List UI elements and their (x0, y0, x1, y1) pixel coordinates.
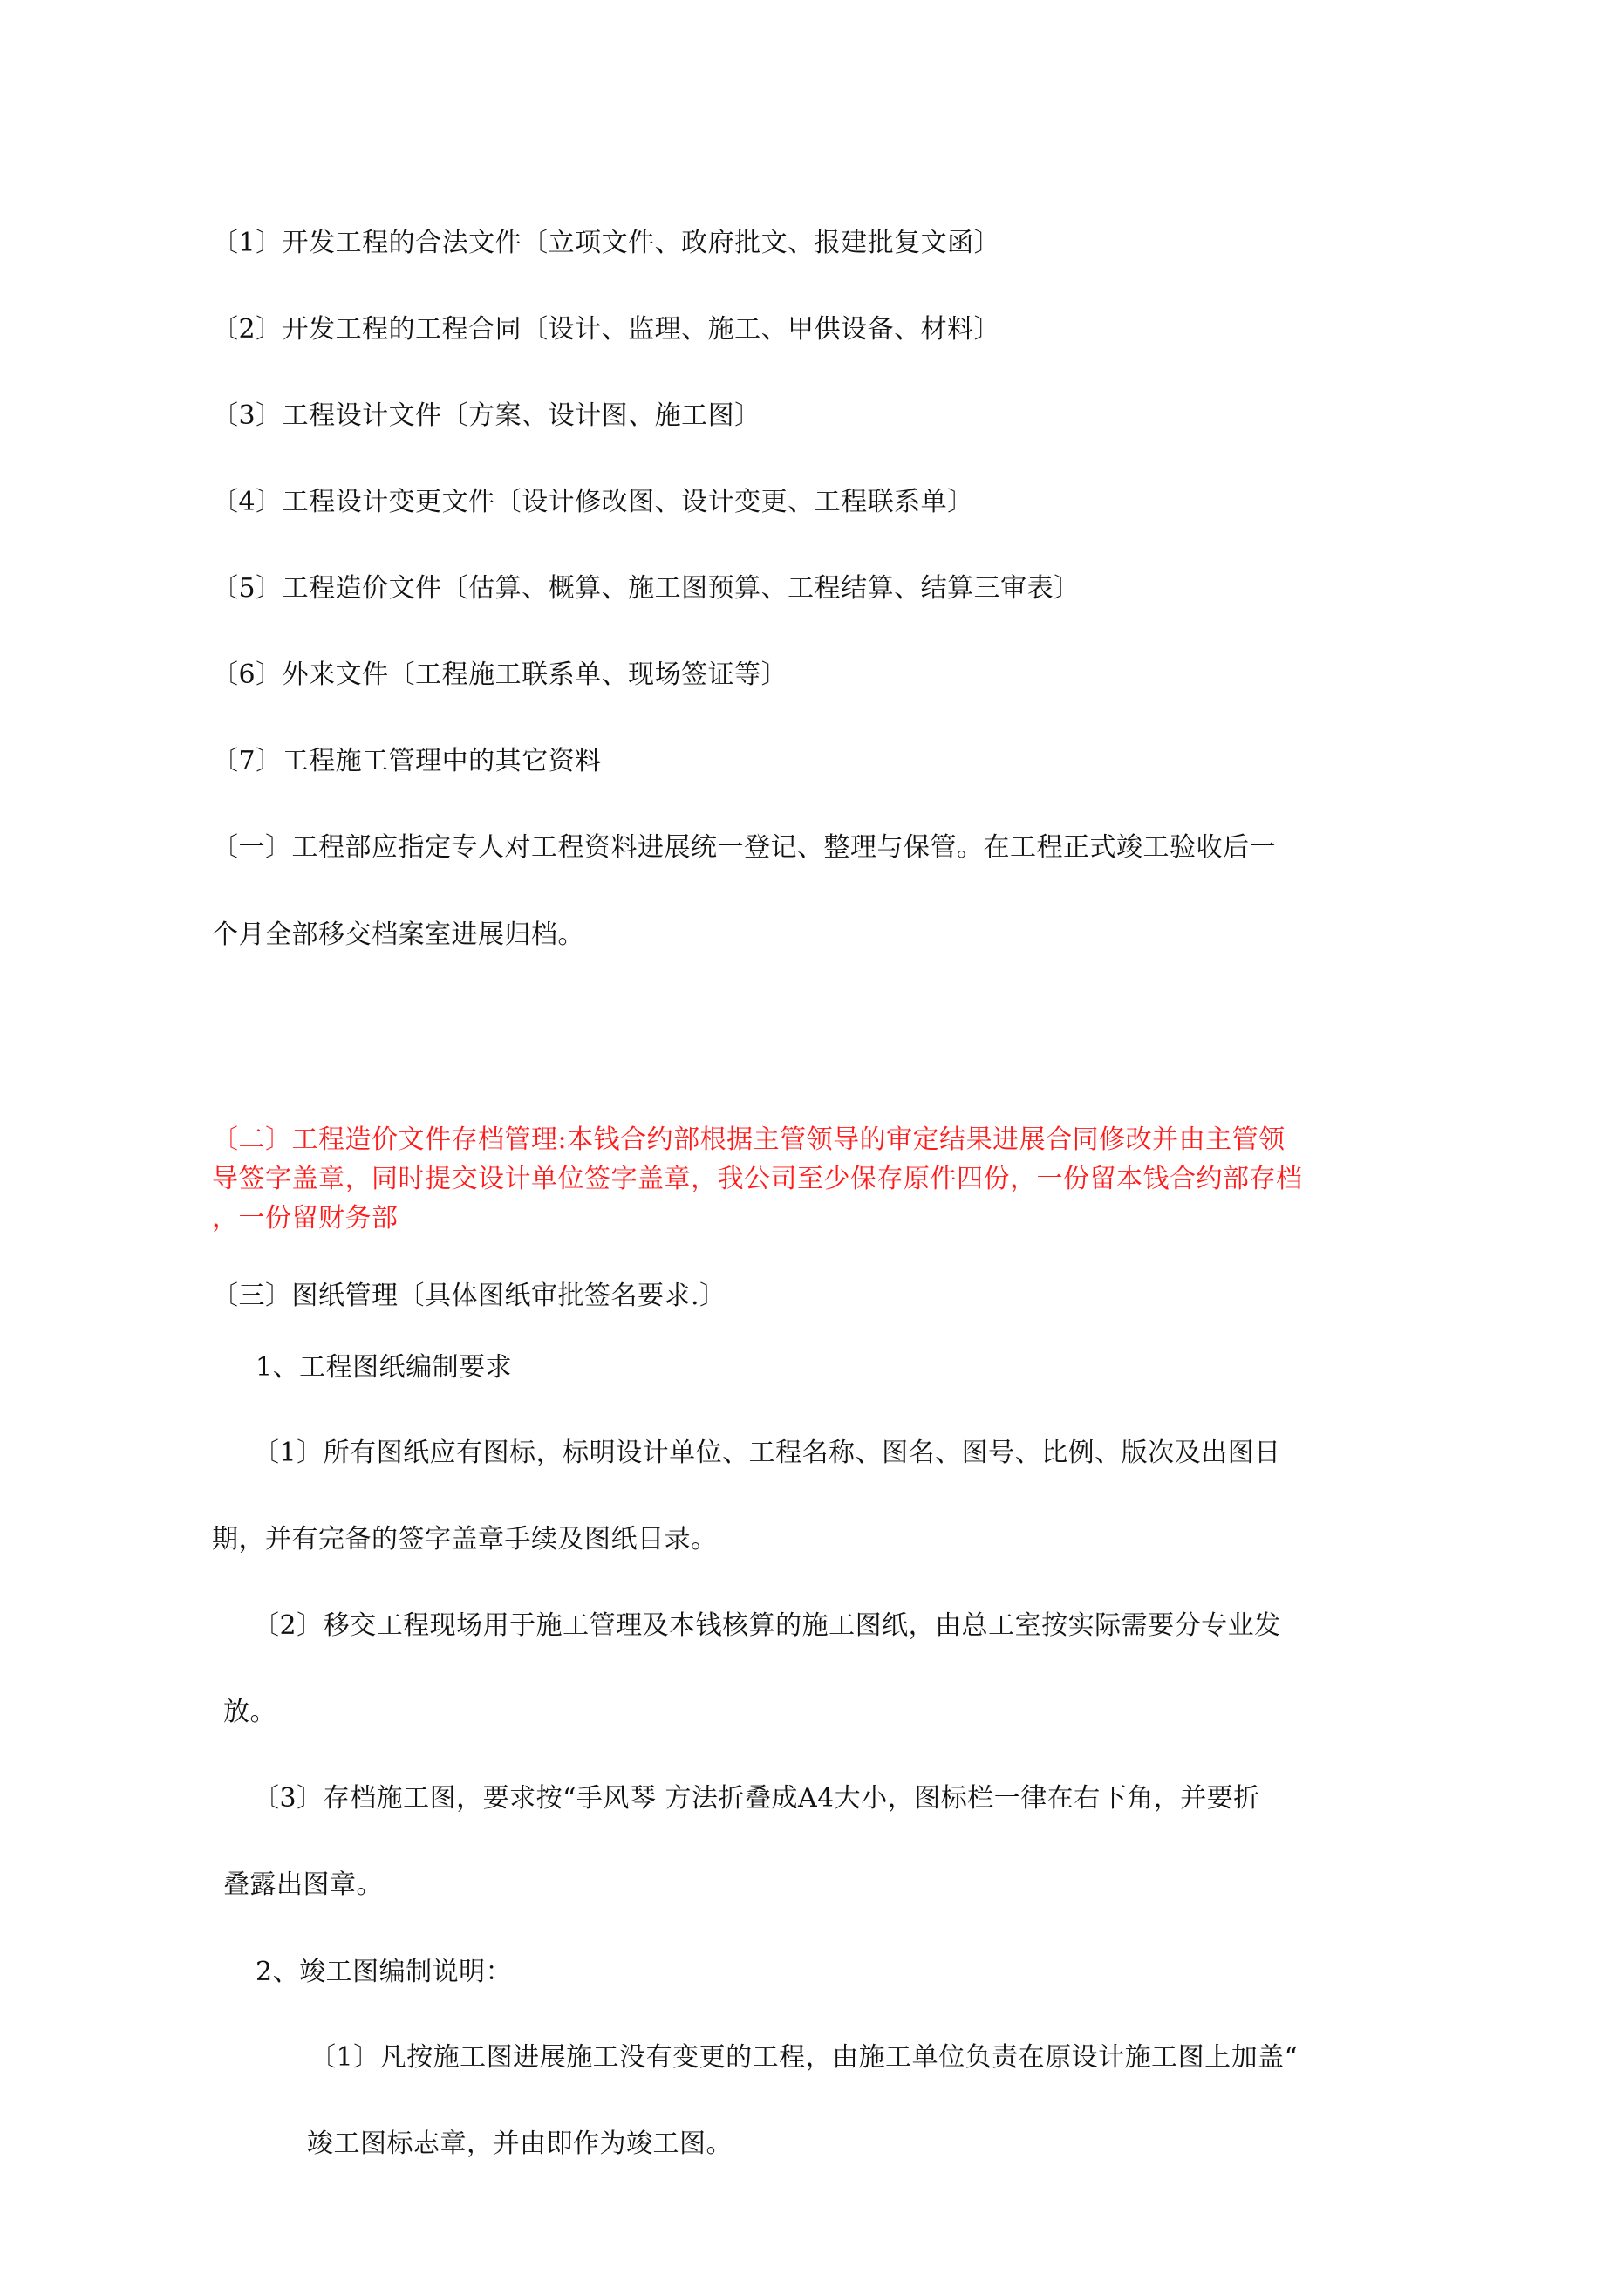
section-1-line-2: 个月全部移交档案室进展归档。 (212, 919, 584, 950)
section-1-line-1: 〔一〕工程部应指定专人对工程资料进展统一登记、整理与保管。在工程正式竣工验收后一 (212, 832, 1276, 863)
list-item-2: 〔2〕开发工程的工程合同〔设计、监理、施工、甲供设备、材料〕 (212, 314, 1001, 345)
list-item-5: 〔5〕工程造价文件〔估算、概算、施工图预算、工程结算、结算三审表〕 (212, 573, 1081, 604)
sub1-item-1-line-1: 〔1〕所有图纸应有图标，标明设计单位、工程名称、图名、图号、比例、版次及出图日 (253, 1438, 1281, 1468)
sub1-item-2-line-2: 放。 (223, 1697, 276, 1727)
section-2-line-3: ，一份留财务部 (212, 1203, 399, 1233)
section-3-title: 〔三〕图纸管理〔具体图纸审批签名要求.〕 (212, 1281, 726, 1311)
subsection-2-title: 2、竣工图编制说明： (256, 1957, 513, 1987)
sub1-item-3-line-1: 〔3〕存档施工图，要求按“手风琴 方法折叠成A4大小，图标栏一律在右下角，并要折 (253, 1783, 1260, 1814)
list-item-1: 〔1〕开发工程的合法文件〔立项文件、政府批文、报建批复文函〕 (212, 228, 1001, 258)
list-item-7: 〔7〕工程施工管理中的其它资料 (212, 746, 602, 776)
sub1-item-3-line-2: 叠露出图章。 (223, 1869, 383, 1900)
sub2-item-1-line-2: 竣工图标志章，并由即作为竣工图。 (307, 2129, 733, 2159)
sub2-item-1-line-1: 〔1〕凡按施工图进展施工没有变更的工程，由施工单位负责在原设计施工图上加盖“ (310, 2042, 1299, 2073)
sub1-item-2-line-1: 〔2〕移交工程现场用于施工管理及本钱核算的施工图纸，由总工室按实际需要分专业发 (253, 1610, 1281, 1641)
section-2-line-2: 导签字盖章，同时提交设计单位签字盖章，我公司至少保存原件四份，一份留本钱合约部存档 (212, 1164, 1303, 1194)
sub1-item-1-line-2: 期，并有完备的签字盖章手续及图纸目录。 (212, 1524, 718, 1555)
section-2-line-1: 〔二〕工程造价文件存档管理:本钱合约部根据主管领导的审定结果进展合同修改并由主管领 (212, 1124, 1285, 1155)
list-item-6: 〔6〕外来文件〔工程施工联系单、现场签证等〕 (212, 659, 788, 690)
list-item-4: 〔4〕工程设计变更文件〔设计修改图、设计变更、工程联系单〕 (212, 487, 974, 517)
list-item-3: 〔3〕工程设计文件〔方案、设计图、施工图〕 (212, 400, 761, 431)
subsection-1-title: 1、工程图纸编制要求 (256, 1352, 513, 1383)
